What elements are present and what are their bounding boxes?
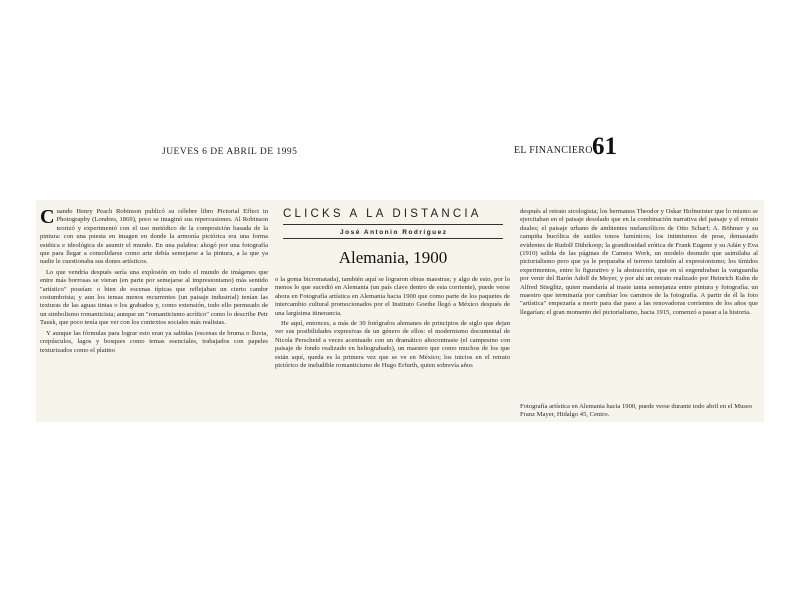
paragraph: He aquí, entonces, a más de 30 fotógrafos alemanes de principios de siglo que dejan ver sus posibilidades expresivas de un género de ellos: el modernismo documental de Nicola Perscheid a veces acentuado con un dramático altocontraste (el campesino con paisaje de fondo realizado en heliograbado), un maestro que como muchos de los que están aquí, queda es la primera vez que se ve en México; los inicios en el retrato pictórico de ineludible romanticismo de Hugo Erfurth, quien sobrevía años xyxy=(275,320,510,370)
divider xyxy=(283,238,503,239)
photo-caption: Fotografía artística en Alemania hacia 1900, puede verse durante todo abril en el Museo Franz Mayer, Hidalgo 45, Centro. xyxy=(520,403,753,419)
article-column-2 xyxy=(275,276,510,372)
divider xyxy=(283,224,503,225)
drop-cap: C xyxy=(40,206,55,228)
article-column-1 xyxy=(40,208,268,357)
headline: Alemania, 1900 xyxy=(338,248,448,267)
paragraph: uando Henry Peach Robinson publicó su célebre libro Pictorial Effect in Photography (Londres, 1869), poco se imaginó sus repercusiones. Al Robinson teorizó y experimentó con el uso metódico de la composición basada de la pintura: con una puesta en imagen en donde la armonía pictórica era una forma estética e ideológica de asumir el mundo. En una palabra: ahogó por una fotografía que para llegar a consolidarse como arte debía semejarse a la pintura, a la que ya nadie le cuestionaba sus dones artísticos. xyxy=(40,208,268,266)
paragraph: después al retrato sicologista; los hermanos Theodor y Oskar Hofmeister que lo mismo se ejercitaban en el paisaje desolado que en la combinación narrativa del paisaje y el retrato duales; el paisaje urbano de ambientes melancólicos de Otto Scharf; A. Böhmer y su campiña bucólica de sutiles tonos lumínicos; los intimismos de pose, demasiado evidentes de Rudolf Dührkoop; la grandiosidad erótica de Frank Eugene y su Adán y Eva (1910) salida de las páginas de Camera Work, un modelo desnudo que asimilaba al pictorialismo pero que ya le preparaba el terreno también al expresionismo; los tímidos experimentos, entre lo figurativo y la abstracción, que en sí engendraban la vanguardia por venir del Barón Adolf de Meyer, y por ahí un retrato realizado por Heinrich Kuhn de Alfred Stieglitz, quien mandaría al traste tanta semejanza entre pintura y fotografía; un maestro que terminaría por cambiar los caminos de la fotografía. A partir de él la foto "artística" empezaría a morir para dar paso a las renovadoras corrientes de los años que llegarían; el gran momento del pictorialismo, hacia 1915, comenzó a pasar a la historia. xyxy=(520,208,758,316)
page-number: 61 xyxy=(592,133,617,160)
section-kicker: CLICKS A LA DISTANCIA xyxy=(283,208,482,220)
paragraph: Y aunque las fórmulas para lograr esto eran ya sabidas (escenas de bruma o lluvia, crepúsculos, lagos y bosques como temas esenciales, trabajados con papeles texturizados como el platino xyxy=(40,329,268,354)
paragraph: o la goma bicromatada), también aquí se lograron obras maestras; y algo de esto, por lo menos lo que sucedió en Alemania (un país clave dentro de esta corriente), puede verse ahora en Fotografía artística en Alemania hacia 1900 que como parte de los paquetes de intercambio cultural promocionados por el Instituto Goethe llegó a México después de una largísima itinerancia. xyxy=(275,276,510,317)
newspaper-name: EL FINANCIERO xyxy=(514,145,593,156)
byline: José Antonio Rodríguez xyxy=(340,229,448,236)
issue-date: JUEVES 6 DE ABRIL DE 1995 xyxy=(162,147,298,157)
article-column-3 xyxy=(520,208,758,319)
paragraph: Lo que vendría después sería una explosión en todo el mundo de imágenes que entre más borrosas se vieran (en parte por semejarse al impresionismo) más sentido "artístico" poseían: o bien de escenas típicas que reflejaban un cierto candor costumbrista; y aun los temas menos recurrentes (un paisaje industrial) tenían las texturas de las aguas tintas o los grabados y, como extensión, todo ello permeado de un simbolismo romanticista; aunque un "romanticismo acrítico" como lo describe Petr Tausk, que poco tenía que ver con los contextos sociales más realistas. xyxy=(40,268,268,327)
